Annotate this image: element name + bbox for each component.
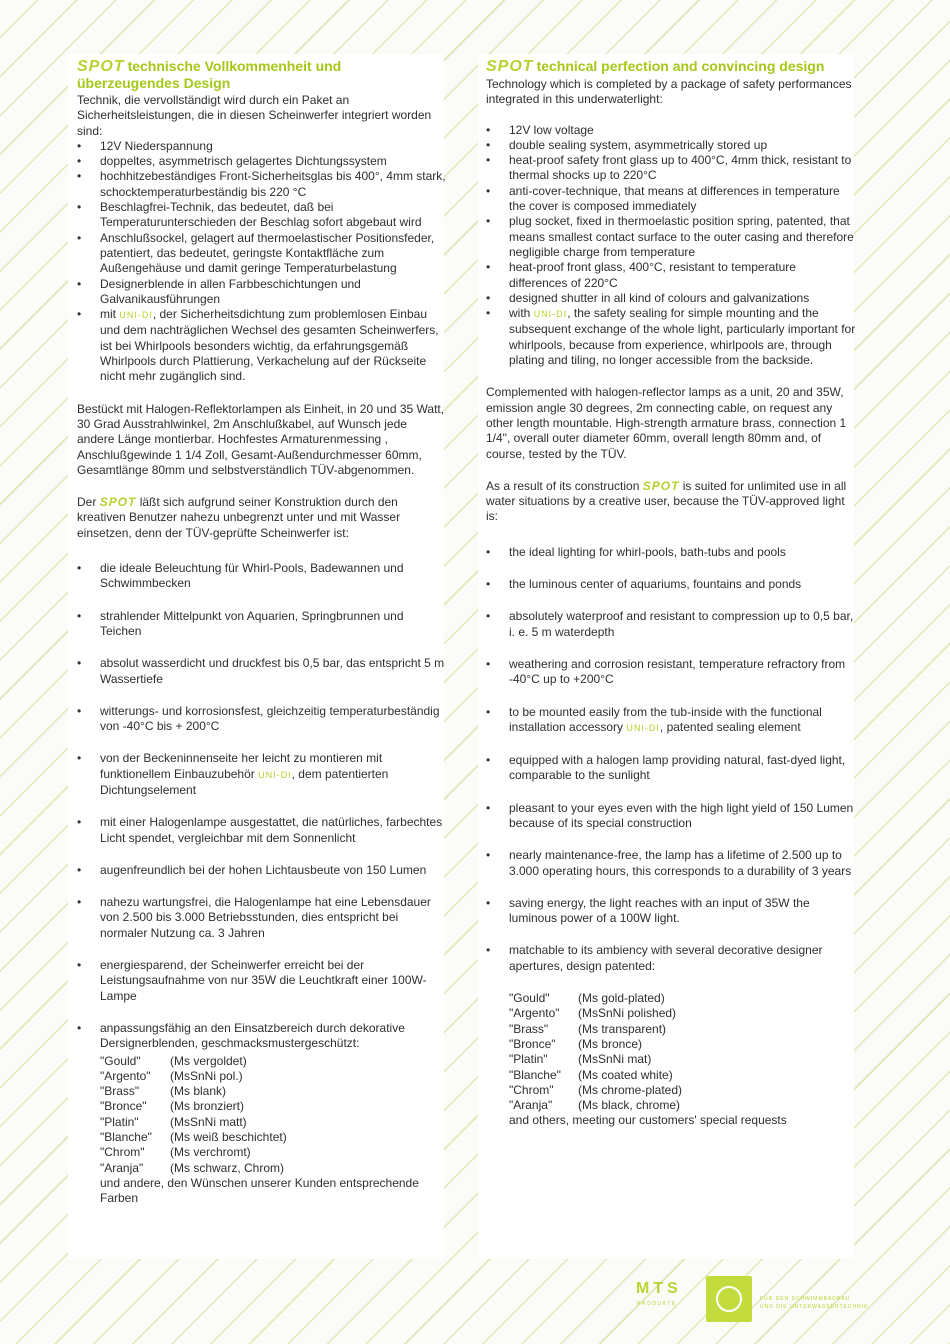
- list-item: • nahezu wartungsfrei, die Halogenlampe hat eine Lebensdauer von 2.500 bis 3.000 Betriebsstunden, dies entspricht bei normaler Nutzung ca. 3 Jahren: [77, 895, 447, 941]
- list-item: • nearly maintenance-free, the lamp has a lifetime of 2.500 up to 3.000 operating hours, this corresponds to a durability of 3 years: [486, 848, 856, 879]
- mts-subtitle: PRODUKTE: [637, 1301, 677, 1307]
- variant-row: "Argento" (MsSnNi pol.): [100, 1068, 243, 1083]
- mts-tagline-1: FÜR DEN SCHWIMMBADBAU: [760, 1296, 851, 1302]
- german-column: [77, 58, 447, 1207]
- list-item: • absolut wasserdicht und druckfest bis 0,5 bar, das entspricht 5 m Wassertiefe: [77, 656, 447, 687]
- list-item: • 12V low voltage: [486, 123, 856, 138]
- list-item: • mit einer Halogenlampe ausgestattet, die natürliches, farbechtes Licht spendet, vergleichbar mit dem Sonnenlicht: [77, 815, 447, 846]
- list-item: • with UNI-DI, the safety sealing for simple mounting and the subsequent exchange of the whole light, particularly important for whirlpools, because from experience, whirlpools are, through plating and tiling, no longer accessible from the backside.: [486, 306, 856, 368]
- mts-wordmark: MTS: [636, 1280, 682, 1297]
- list-item: • the ideal lighting for whirl-pools, bath-tubs and pools: [486, 545, 856, 560]
- german-intro: Technik, die vervollständigt wird durch ein Paket an Sicherheitsleistungen, die in diesen Scheinwerfer integriert worden sind:: [77, 93, 432, 138]
- english-use-text: As a result of its construction SPOT is suited for unlimited use in all water situations by a creative user, because the TÜV-approved light is:: [486, 478, 847, 524]
- mts-tagline-2: UND DIE UNTERWASSERTECHNIK: [760, 1304, 869, 1310]
- list-item: • energiesparend, der Scheinwerfer erreicht bei der Leistungsaufnahme von nur 35W die Leuchtkraft einer 100W-Lampe: [77, 958, 447, 1004]
- variant-row: "Aranja" (Ms black, chrome): [509, 1098, 681, 1113]
- english-heading: SPOT technical perfection and convincing design: [486, 58, 825, 75]
- unidi-logo: UNI-DI: [626, 722, 660, 733]
- list-item: • matchable to its ambiency with several decorative designer apertures, design patented: "Gould" (Ms gold-plated) "Argento" (MsSnNi polished) "Brass" (Ms transparent) "Bronce" (Ms bronce) "Platin" (MsSnNi mat) "Blanche" (Ms coated white) "Chrom" (Ms chrome-plated) "Aranja" (Ms black, chrome) and others, meeting our customers' special requests: [486, 943, 856, 1128]
- spot-logo: SPOT: [99, 495, 137, 510]
- german-variants-table: [100, 1054, 447, 1176]
- list-item: • Anschlußsockel, gelagert auf thermoelastischer Positionsfeder, patentiert, das bedeutet, geringste Kontaktfläche zum Außengehäuse und damit geringe Temperaturbelastung: [77, 231, 447, 277]
- list-item: • heat-proof safety front glass up to 400°C, 4mm thick, resistant to thermal shocks up to 220°C: [486, 153, 856, 184]
- list-item: • hochhitzebeständiges Front-Sicherheitsglas bis 400°, 4mm stark, schocktemperaturbeständig bis 220 °C: [77, 169, 447, 200]
- list-item: • the luminous center of aquariums, fountains and ponds: [486, 577, 856, 592]
- list-item: • Beschlagfrei-Technik, das bedeutet, daß bei Temperaturunterschieden der Beschlag sofort abgebaut wird: [77, 200, 447, 231]
- english-features-list: [486, 545, 856, 1129]
- unidi-logo: UNI-DI: [119, 310, 153, 321]
- variant-row: "Brass" (Ms blank): [100, 1084, 227, 1099]
- variant-row: "Chrom" (Ms verchromt): [100, 1145, 251, 1160]
- list-item: • plug socket, fixed in thermoelastic position spring, patented, that means smallest contact surface to the outer casing and therefore negligible charge from temperature: [486, 214, 856, 260]
- list-item: • die ideale Beleuchtung für Whirl-Pools, Badewannen und Schwimmbecken: [77, 561, 447, 592]
- spot-logo: SPOT: [486, 58, 534, 75]
- list-item: • mit UNI-DI, der Sicherheitsdichtung zum problemlosen Einbau und dem nachträglichen Wechsel des gesamten Scheinwerfers, ist bei Whirlpools besonders wichtig, da erfahrungsgemäß Whirlpools durch Plattierung, Verkachelung auf der Rückseite nicht mehr zugänglich sind.: [77, 307, 447, 384]
- list-item: • witterungs- und korrosionsfest, gleichzeitig temperaturbeständig von -40°C bis + 200°C: [77, 704, 447, 735]
- list-item: • augenfreundlich bei der hohen Lichtausbeute von 150 Lumen: [77, 863, 447, 878]
- list-item: • anpassungsfähig an den Einsatzbereich durch dekorative Dersignerblenden, geschmacksmustergeschützt: "Gould" (Ms vergoldet) "Argento" (MsSnNi pol.) "Brass" (Ms blank) "Bronce" (Ms bronziert) "Platin" (MsSnNi matt) "Blanche" (Ms weiß beschichtet) "Chrom" (Ms verchromt) "Aranja" (Ms schwarz, Chrom) und andere, den Wünschen unserer Kunden entsprechende Farben: [77, 1021, 447, 1207]
- variant-row: "Aranja" (Ms schwarz, Chrom): [100, 1160, 285, 1175]
- german-heading: SPOT technische Vollkommenheit und überzeugendes Design: [77, 58, 342, 91]
- unidi-logo: UNI-DI: [258, 769, 292, 780]
- list-item: • Designerblende in allen Farbbeschichtungen und Galvanikausführungen: [77, 277, 447, 308]
- variant-row: "Blanche" (Ms weiß beschichtet): [100, 1130, 287, 1145]
- mts-logo: [636, 1276, 876, 1324]
- list-item: • absolutely waterproof and resistant to compression up to 0,5 bar, i. e. 5 m waterdepth: [486, 609, 856, 640]
- list-item: • designed shutter in all kind of colours and galvanizations: [486, 291, 856, 306]
- variant-row: "Bronce" (Ms bronziert): [100, 1099, 245, 1114]
- variant-row: "Blanche" (Ms coated white): [509, 1067, 673, 1082]
- list-item: • double sealing system, asymmetrically stored up: [486, 138, 856, 153]
- unidi-logo: UNI-DI: [533, 309, 568, 320]
- variant-row: "Platin" (MsSnNi mat): [509, 1052, 652, 1067]
- list-item: • pleasant to your eyes even with the high light yield of 150 Lumen because of its special construction: [486, 801, 856, 832]
- list-item: • heat-proof front glass, 400°C, resistant to temperature differences of 220°C: [486, 260, 856, 291]
- list-item: • von der Beckeninnenseite her leicht zu montieren mit funktionellem Einbauzubehör UNI-DI, dem patentierten Dichtungselement: [77, 751, 447, 798]
- english-intro: Technology which is completed by a package of safety performances integrated in this underwaterlight:: [486, 77, 852, 107]
- list-item: • anti-cover-technique, that means at differences in temperature the cover is composed immediately: [486, 184, 856, 215]
- variant-row: "Gould" (Ms gold-plated): [509, 991, 665, 1006]
- variant-row: "Gould" (Ms vergoldet): [100, 1053, 247, 1068]
- mts-emblem-icon: [706, 1276, 752, 1322]
- german-use-text: Der SPOT läßt sich aufgrund seiner Konstruktion durch den kreativen Benutzer nahezu unbegrenzt unter und mit Wasser einsetzen, denn der TÜV-geprüfte Scheinwerfer ist:: [77, 495, 401, 540]
- spot-logo: SPOT: [642, 478, 680, 493]
- list-item: • 12V Niederspannung: [77, 139, 447, 154]
- variant-row: "Bronce" (Ms bronce): [509, 1036, 643, 1051]
- german-features-list: [77, 561, 447, 1207]
- english-tech-list: [486, 123, 856, 369]
- variant-row: "Platin" (MsSnNi matt): [100, 1114, 247, 1129]
- variant-row: "Chrom" (Ms chrome-plated): [509, 1082, 683, 1097]
- list-item: • doppeltes, asymmetrisch gelagertes Dichtungssystem: [77, 154, 447, 169]
- spot-logo: SPOT: [77, 58, 125, 75]
- list-item: • equipped with a halogen lamp providing natural, fast-dyed light, comparable to the sunlight: [486, 753, 856, 784]
- english-closing: and others, meeting our customers' special requests: [509, 1113, 787, 1128]
- list-item: • weathering and corrosion resistant, temperature refractory from -40°C up to +200°C: [486, 657, 856, 688]
- variant-row: "Argento" (MsSnNi polished): [509, 1006, 677, 1021]
- english-column: [486, 58, 856, 1129]
- variant-row: "Brass" (Ms transparent): [509, 1021, 667, 1036]
- german-tech-list: [77, 139, 447, 385]
- english-variants-table: [509, 991, 856, 1113]
- german-equipment-text: Bestückt mit Halogen-Reflektorlampen als Einheit, in 20 und 35 Watt, 30 Grad Ausstrahlwinkel, 2m Anschlußkabel, auf Wunsch jede andere Länge montierbar. Hochfestes Armaturenmessing , Anschlußgewinde 1 1/4 Zoll, Gesamt-Außendurchmesser 60mm, Gesamtlänge 80mm und selbstverständlich TÜV-abgenommen.: [77, 401, 445, 477]
- list-item: • saving energy, the light reaches with an input of 35W the luminous power of a 100W light.: [486, 896, 856, 927]
- list-item: • strahlender Mittelpunkt von Aquarien, Springbrunnen und Teichen: [77, 609, 447, 640]
- english-equipment-text: Complemented with halogen-reflector lamps as a unit, 20 and 35W, emission angle 30 degrees, 2m connecting cable, on request any other length mountable. High-strength armature brass, connection 1 1/4", overall outer diameter 60mm, overall length 80mm and, of course, tested by the TÜV.: [486, 385, 847, 461]
- german-closing: und andere, den Wünschen unserer Kunden entsprechende Farben: [100, 1175, 419, 1206]
- list-item: • to be mounted easily from the tub-inside with the functional installation accessory UNI-DI, patented sealing element: [486, 705, 856, 737]
